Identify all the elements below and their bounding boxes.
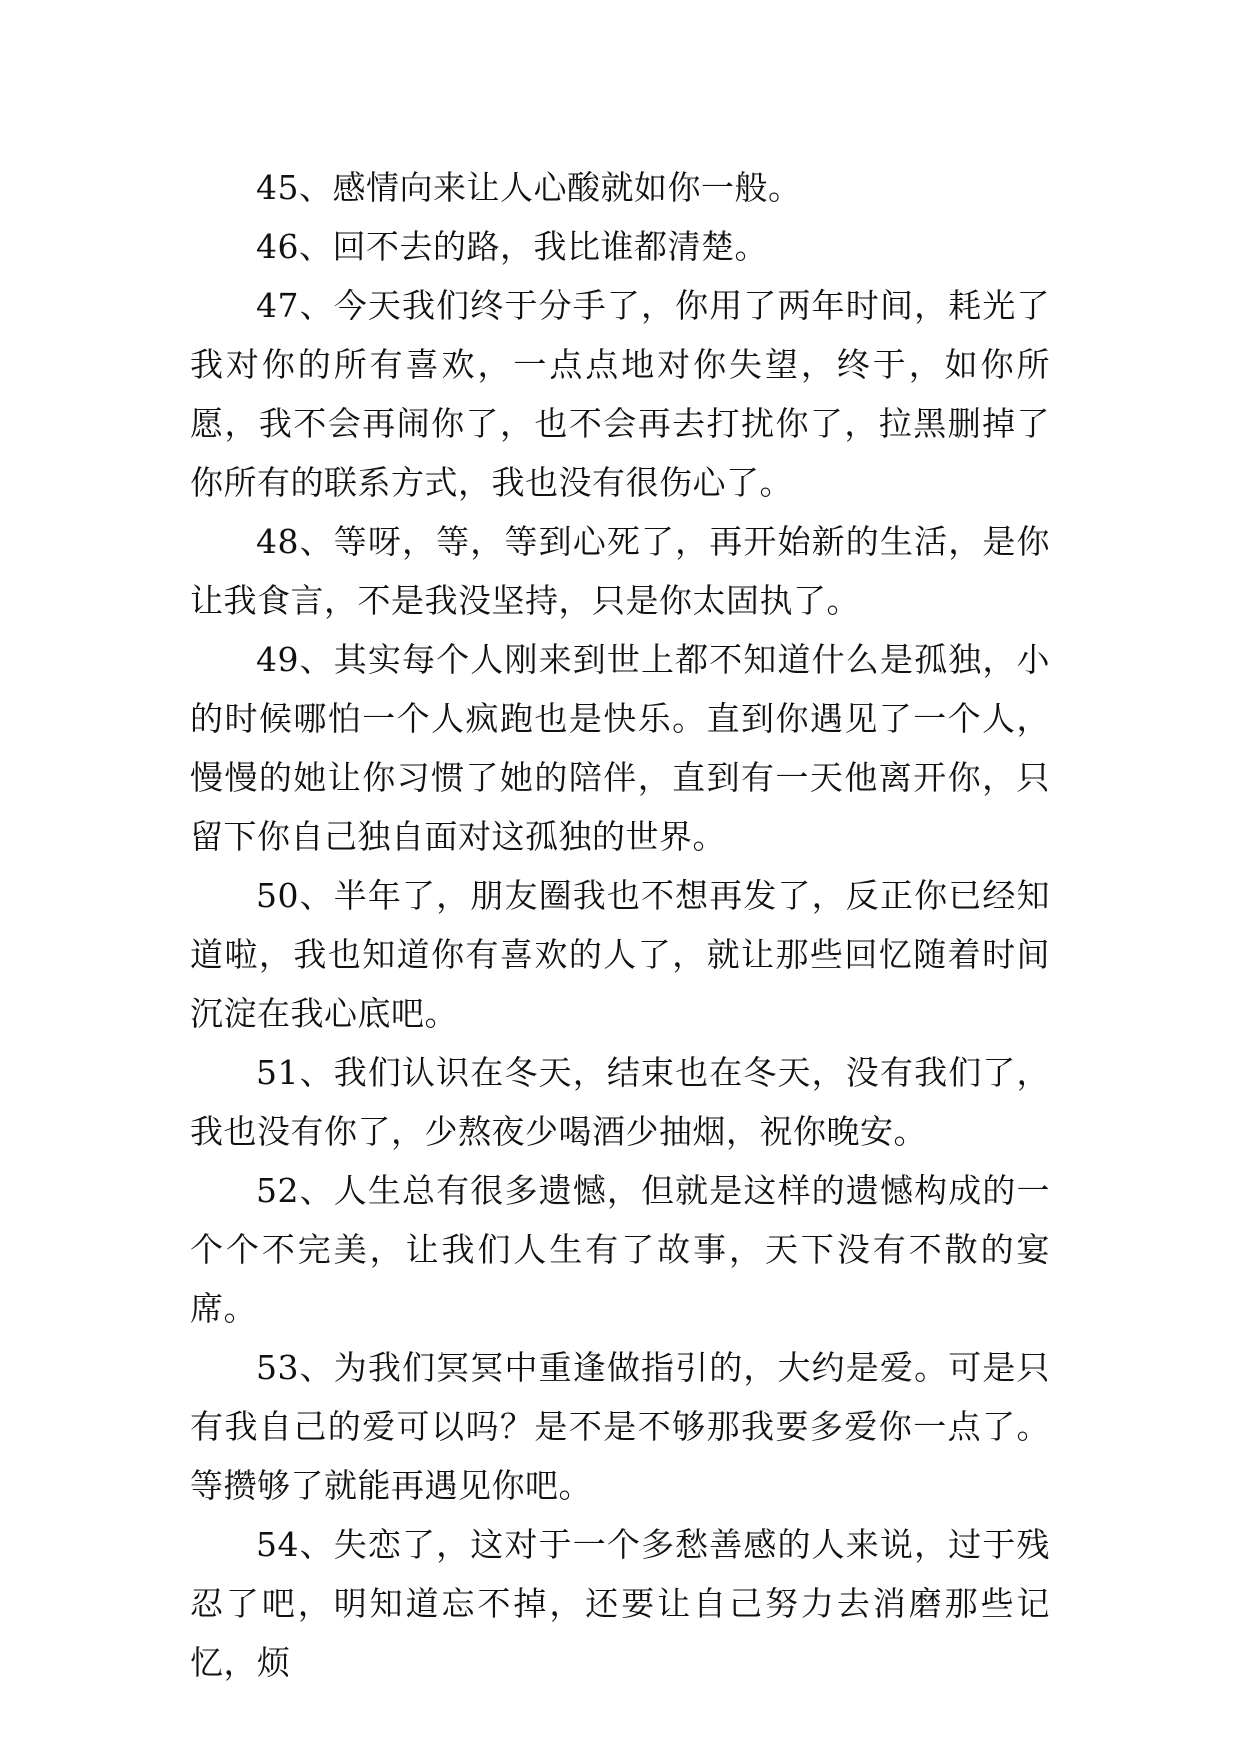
paragraph-46: 46、回不去的路，我比谁都清楚。 [256, 227, 768, 266]
paragraph-52: 52、人生总有很多遗憾，但就是这样的遗憾构成的一个个不完美，让我们人生有了故事，天下没有不散的宴席。 [190, 1171, 1050, 1328]
paragraph-45: 45、感情向来让人心酸就如你一般。 [256, 168, 802, 207]
paragraph-49: 49、其实每个人刚来到世上都不知道什么是孤独，小的时候哪怕一个人疯跑也是快乐。直到你遇见了一个人，慢慢的她让你习惯了她的陪伴，直到有一天他离开你，只留下你自己独自面对这孤独的世界。 [190, 640, 1050, 856]
paragraph-54: 54、失恋了，这对于一个多愁善感的人来说，过于残忍了吧，明知道忘不掉，还要让自己努力去消磨那些记忆，烦 [190, 1525, 1050, 1682]
paragraph-51: 51、我们认识在冬天，结束也在冬天，没有我们了，我也没有你了，少熬夜少喝酒少抽烟，祝你晚安。 [190, 1053, 1050, 1151]
document-body [190, 158, 1050, 1692]
paragraph-48: 48、等呀，等，等到心死了，再开始新的生活，是你让我食言，不是我没坚持，只是你太固执了。 [190, 522, 1050, 620]
paragraph-50: 50、半年了，朋友圈我也不想再发了，反正你已经知道啦，我也知道你有喜欢的人了，就让那些回忆随着时间沉淀在我心底吧。 [190, 876, 1050, 1033]
paragraph-47: 47、今天我们终于分手了，你用了两年时间，耗光了我对你的所有喜欢，一点点地对你失望，终于，如你所愿，我不会再闹你了，也不会再去打扰你了，拉黑删掉了你所有的联系方式，我也没有很伤心了。 [190, 286, 1050, 502]
paragraph-53: 53、为我们冥冥中重逢做指引的，大约是爱。可是只有我自己的爱可以吗？是不是不够那我要多爱你一点了。等攒够了就能再遇见你吧。 [190, 1348, 1050, 1505]
